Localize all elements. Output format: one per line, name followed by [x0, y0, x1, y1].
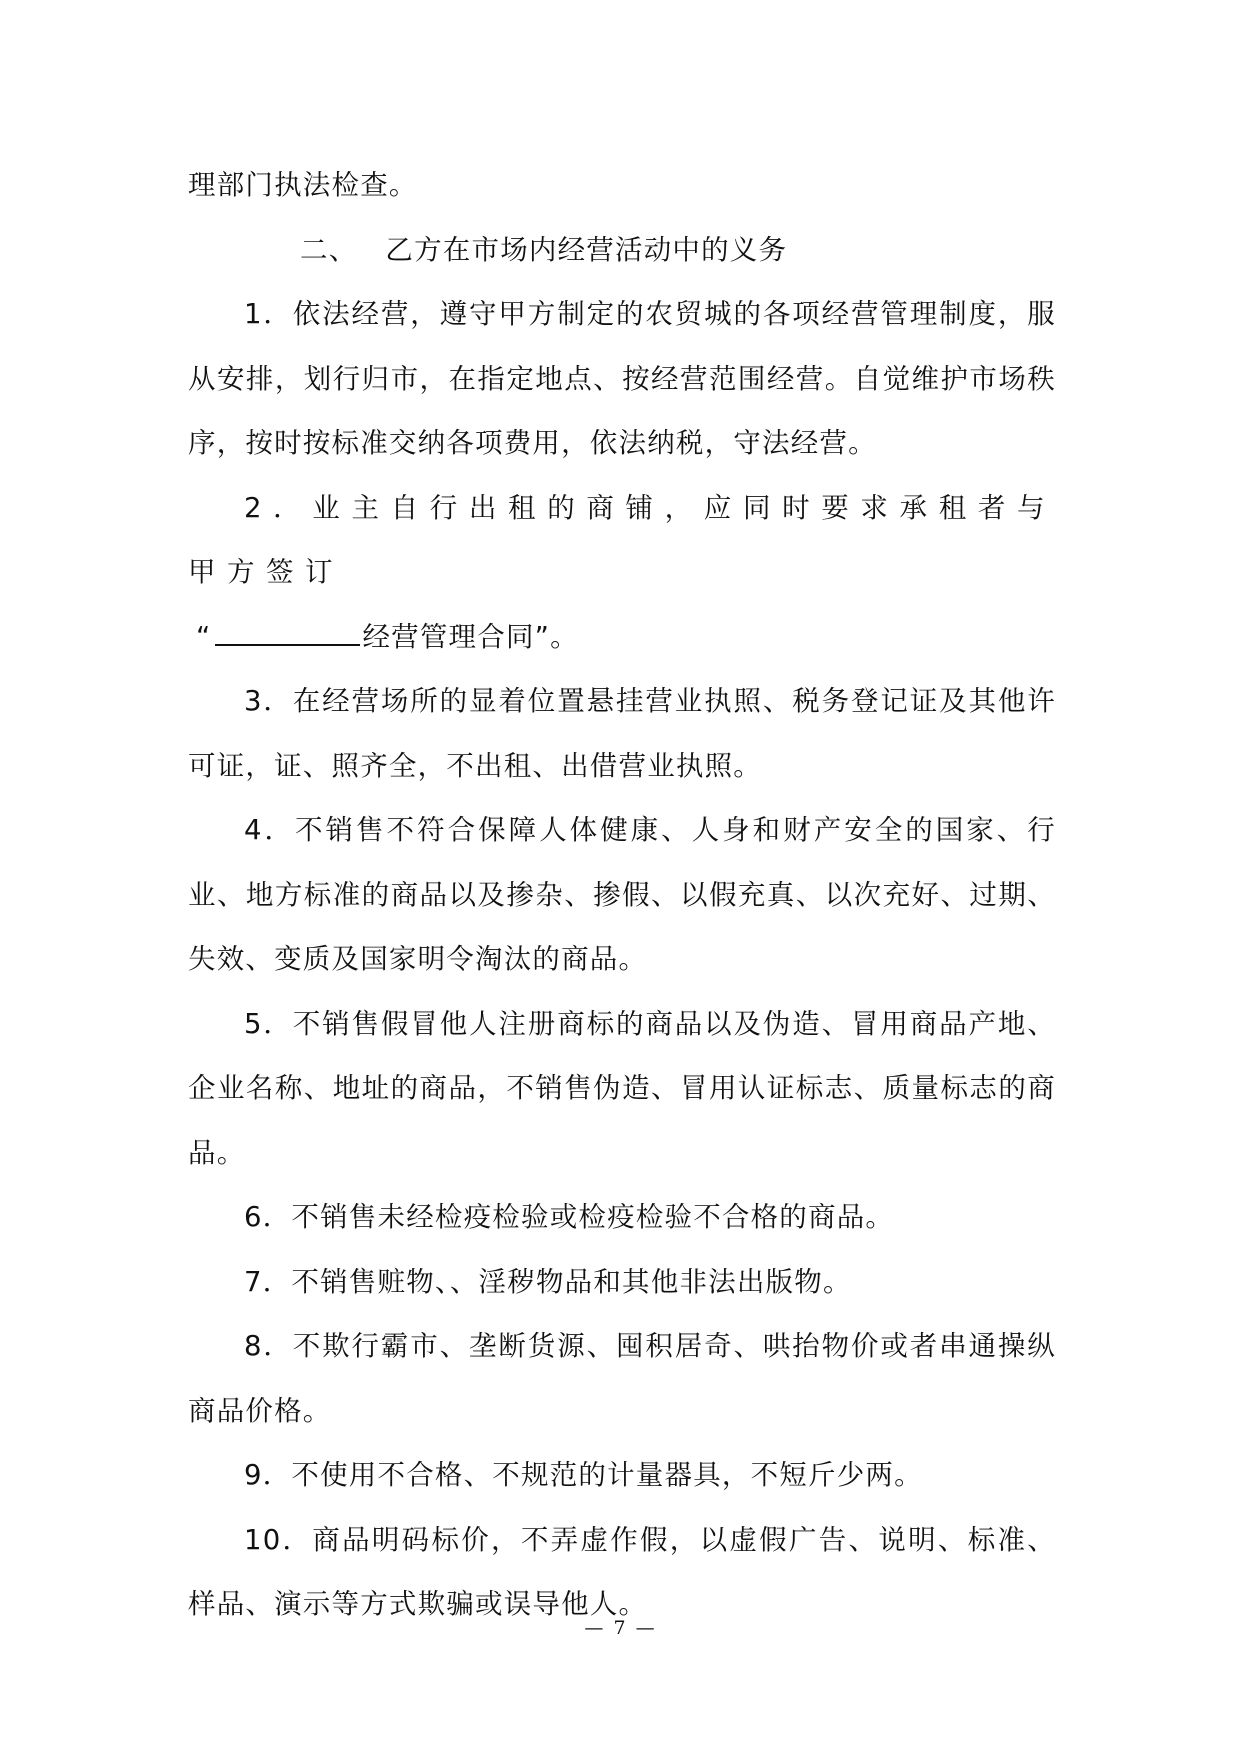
clause-1: 1．依法经营，遵守甲方制定的农贸城的各项经营管理制度，服从安排，划行归市，在指定地点、按经营范围经营。自觉维护市场秩序，按时按标准交纳各项费用，依法纳税，守法经营。 [188, 298, 1056, 459]
clause-9: 9．不使用不合格、不规范的计量器具，不短斤少两。 [244, 1459, 923, 1491]
clause-6: 6．不销售未经检疫检验或检疫检验不合格的商品。 [244, 1201, 895, 1233]
section-number: 二、 [300, 233, 358, 266]
clause-10: 10．商品明码标价，不弄虚作假，以虚假广告、说明、标准、样品、演示等方式欺骗或误导他人。 [188, 1523, 1056, 1620]
clause-3: 3．在经营场所的显着位置悬挂营业执照、税务登记证及其他许可证，证、照齐全，不出租、出借营业执照。 [188, 685, 1056, 782]
document-body [188, 153, 1056, 1637]
clause-2-continued [188, 605, 1056, 670]
clause-8: 8．不欺行霸市、垄断货源、囤积居奇、哄抬物价或者串通操纵商品价格。 [188, 1330, 1056, 1427]
section-title: 乙方在市场内经营活动中的义务 [385, 233, 788, 266]
clause-4: 4．不销售不符合保障人体健康、人身和财产安全的国家、行业、地方标准的商品以及掺杂、掺假、以假充真、以次充好、过期、失效、变质及国家明令淘汰的商品。 [188, 814, 1056, 975]
fill-in-blank [215, 616, 360, 646]
clause-2-contract-name: 经营管理合同”。 [362, 620, 579, 653]
clause-7: 7．不销售赃物、、淫秽物品和其他非法出版物。 [244, 1265, 852, 1298]
paragraph-continuation: 理部门执法检查。 [188, 169, 418, 201]
page-number: — 7 — [584, 1617, 657, 1639]
open-quote: “ [196, 620, 212, 653]
clause-2-line1: 2．业主自行出租的商铺，应同时要求承租者与甲方签订 [188, 491, 1056, 588]
section-heading [188, 218, 1056, 283]
clause-5: 5．不销售假冒他人注册商标的商品以及伪造、冒用商品产地、企业名称、地址的商品，不销售伪造、冒用认证标志、质量标志的商品。 [188, 1007, 1056, 1169]
clause-2 [188, 476, 1056, 605]
